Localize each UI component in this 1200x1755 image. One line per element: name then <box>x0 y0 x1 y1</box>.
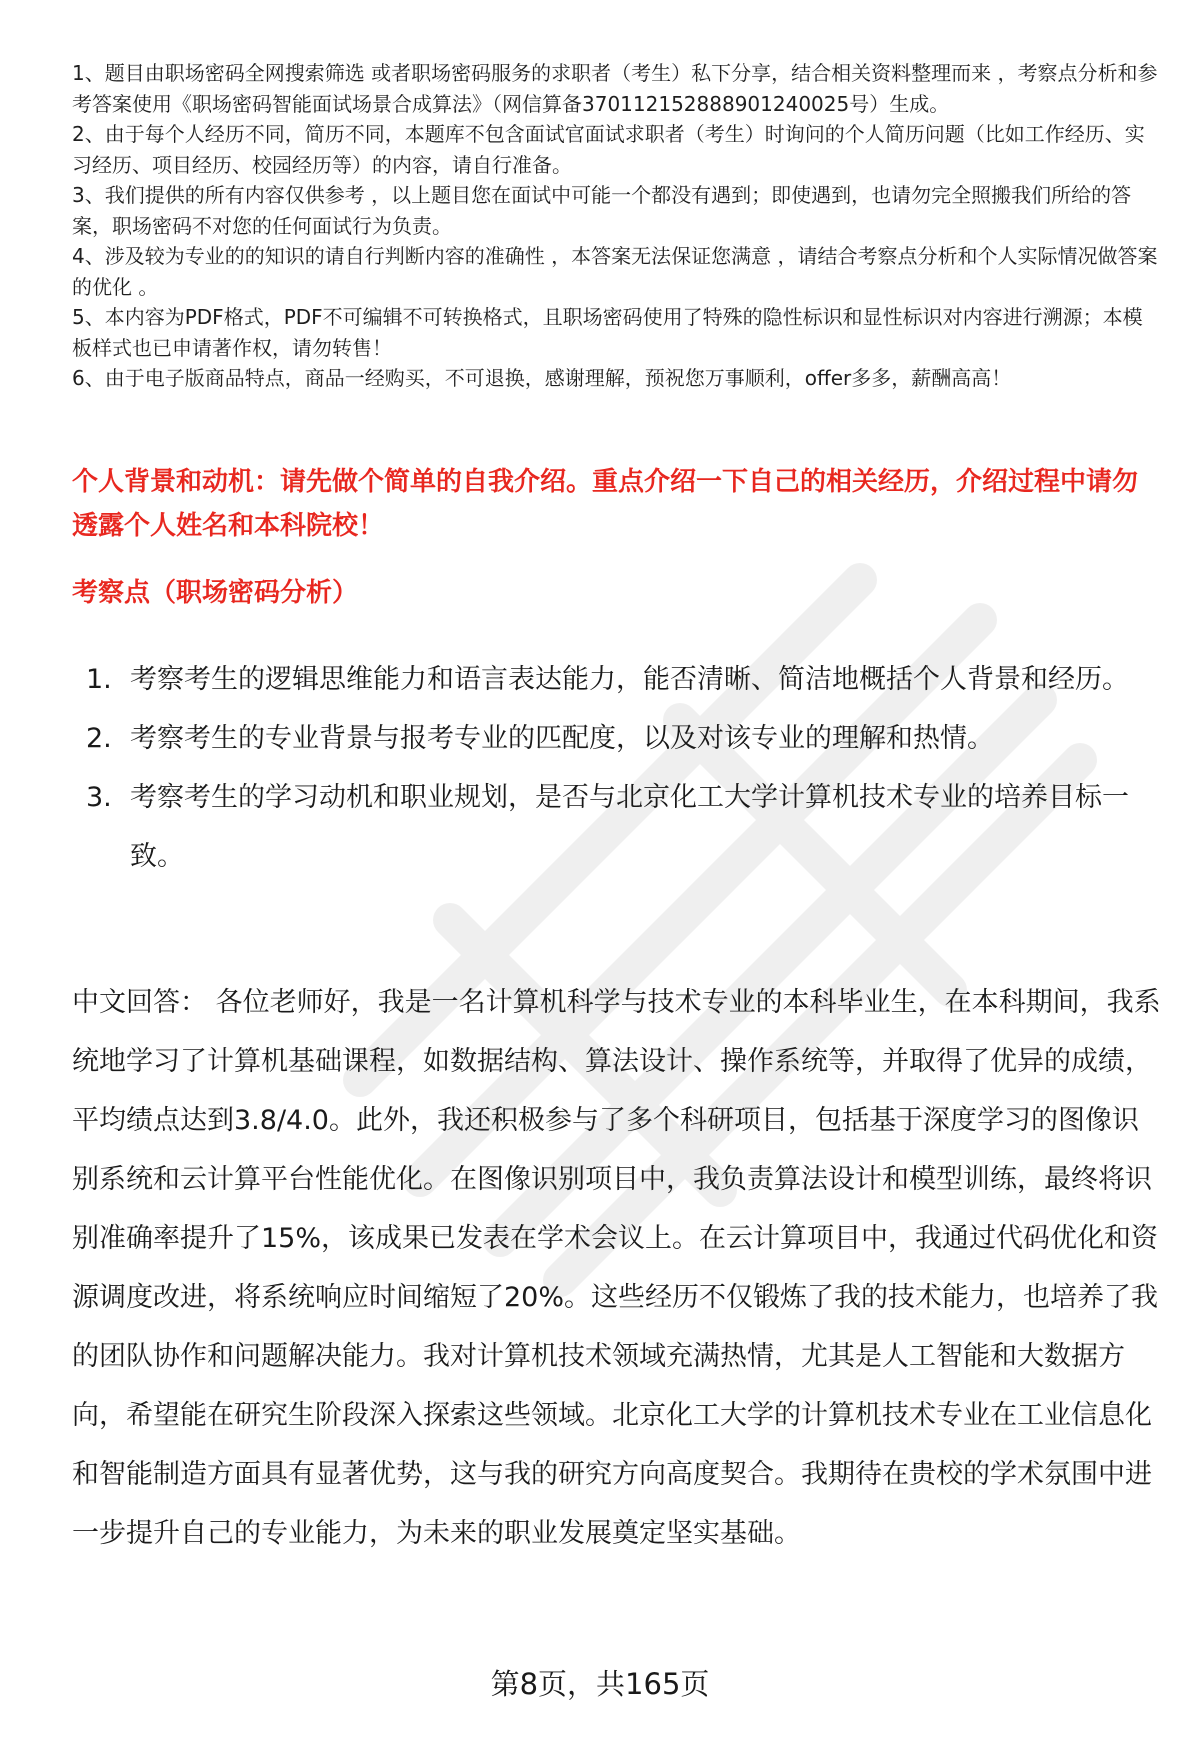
list-item-text: 考察考生的学习动机和职业规划，是否与北京化工大学计算机技术专业的培养目标一致。 <box>130 782 1129 872</box>
list-item <box>72 650 1152 709</box>
disclaimer-item: 3、我们提供的所有内容仅供参考 ，以上题目您在面试中可能一个都没有遇到；即使遇到，也请勿完全照搬我们所给的答案，职场密码不对您的任何面试行为负责。 <box>72 183 1132 238</box>
disclaimer-item: 4、涉及较为专业的的知识的请自行判断内容的准确性 ，本答案无法保证您满意 ，请结合考察点分析和个人实际情况做答案的优化 。 <box>72 244 1158 299</box>
list-item <box>72 768 1152 886</box>
disclaimer-item: 2、由于每个人经历不同，简历不同，本题库不包含面试官面试求职者（考生）时询问的个人简历问题（比如工作经历、实习经历、项目经历、校园经历等）的内容，请自行准备。 <box>72 122 1145 177</box>
disclaimer-item: 1、题目由职场密码全网搜索筛选 或者职场密码服务的求职者（考生）私下分享，结合相关资料整理而来 ，考察点分析和参考答案使用《职场密码智能面试场景合成算法》（网信算备370112152888901240025号）生成。 <box>72 61 1158 116</box>
disclaimer-notes <box>72 58 1162 394</box>
disclaimer-item: 5、本内容为PDF格式，PDF不可编辑不可转换格式，且职场密码使用了特殊的隐性标识和显性标识对内容进行溯源；本模板样式也已申请著作权，请勿转售！ <box>72 305 1143 360</box>
interview-question: 个人背景和动机：请先做个简单的自我介绍。重点介绍一下自己的相关经历，介绍过程中请勿透露个人姓名和本科院校！ <box>72 467 1139 541</box>
list-item <box>72 709 1152 768</box>
page-number: 第8页，共165页 <box>490 1667 710 1701</box>
assessment-points-heading: 考察点（职场密码分析） <box>72 578 359 608</box>
list-item-text: 考察考生的逻辑思维能力和语言表达能力，能否清晰、简洁地概括个人背景和经历。 <box>130 664 1129 695</box>
list-item-number: 3. <box>86 782 112 813</box>
list-item-number: 1. <box>86 664 112 695</box>
list-item-text: 考察考生的专业背景与报考专业的匹配度，以及对该专业的理解和热情。 <box>130 723 994 754</box>
list-item-number: 2. <box>86 723 112 754</box>
sample-answer: 中文回答： 各位老师好，我是一名计算机科学与技术专业的本科毕业生，在本科期间，我系统地学习了计算机基础课程，如数据结构、算法设计、操作系统等，并取得了优异的成绩，平均绩点达到3.8/4.0。此外，我还积极参与了多个科研项目，包括基于深度学习的图像识别系统和云计算平台性能优化。在图像识别项目中，我负责算法设计和模型训练，最终将识别准确率提升了15%，该成果已发表在学术会议上。在云计算项目中，我通过代码优化和资源调度改进，将系统响应时间缩短了20%。这些经历不仅锻炼了我的技术能力，也培养了我的团队协作和问题解决能力。我对计算机技术领域充满热情，尤其是人工智能和大数据方向，希望能在研究生阶段深入探索这些领域。北京化工大学的计算机技术专业在工业信息化和智能制造方面具有显著优势，这与我的研究方向高度契合。我期待在贵校的学术氛围中进一步提升自己的专业能力，为未来的职业发展奠定坚实基础。 <box>72 987 1161 1549</box>
disclaimer-item: 6、由于电子版商品特点，商品一经购买，不可退换，感谢理解，预祝您万事顺利，offer多多，薪酬高高！ <box>72 366 1012 390</box>
assessment-points-list <box>72 650 1152 886</box>
